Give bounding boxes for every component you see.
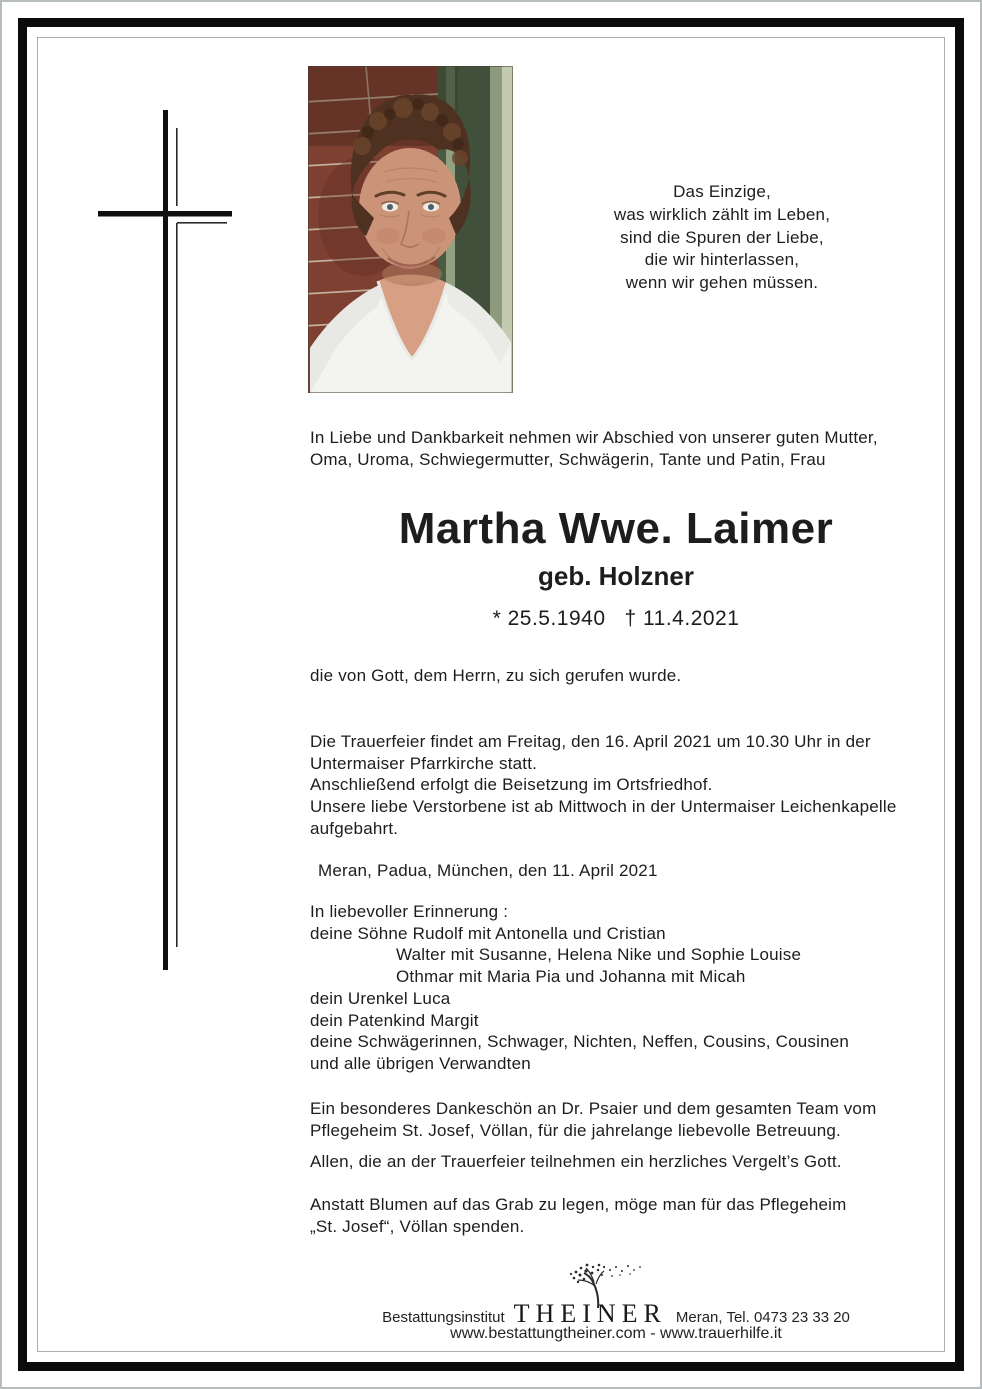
thanks-line: Anstatt Blumen auf das Grab zu legen, möge man für das Pflegeheim: [310, 1195, 847, 1214]
called-text: die von Gott, dem Herrn, zu sich gerufen wurde.: [310, 666, 682, 685]
funeral-line: aufgebahrt.: [310, 818, 399, 838]
funeral-home-contact: Meran, Tel. 0473 23 33 20: [675, 1309, 850, 1326]
cross-icon: [88, 100, 238, 980]
thanks-paragraph-1: [310, 1098, 922, 1141]
dateline: Meran, Padua, München, den 11. April 2021: [318, 861, 658, 880]
funeral-line: Anschließend erfolgt die Beisetzung im Ortsfriedhof.: [310, 775, 713, 795]
poem-line: wenn wir gehen müssen.: [625, 273, 819, 293]
funeral-home-websites: www.bestattungtheiner.com - www.trauerhilfe.it: [450, 1325, 782, 1342]
funeral-line: Untermaiser Pfarrkirche statt.: [310, 753, 538, 773]
life-dates: * 25.5.1940 † 11.4.2021: [492, 607, 740, 630]
intro-line: In Liebe und Dankbarkeit nehmen wir Abschied von unserer guten Mutter,: [310, 428, 878, 447]
remembrance-line: Othmar mit Maria Pia und Johanna mit Micah: [396, 967, 746, 987]
intro-line: Oma, Uroma, Schwiegermutter, Schwägerin, Tante und Patin, Frau: [310, 449, 826, 469]
thanks-line: Ein besonderes Dankeschön an Dr. Psaier und dem gesamten Team vom: [310, 1099, 877, 1118]
remembrance-list: [310, 901, 922, 1075]
funeral-home-label: Bestattungsinstitut: [382, 1309, 505, 1326]
remembrance-line: und alle übrigen Verwandten: [310, 1053, 531, 1073]
funeral-home-name: THEINER: [513, 1299, 667, 1328]
thanks-line: Allen, die an der Trauerfeier teilnehmen ein herzliches Vergelt’s Gott.: [310, 1152, 842, 1171]
deceased-name-block: [310, 505, 922, 553]
funeral-paragraph: [310, 731, 922, 840]
maiden-name: geb. Holzner: [537, 561, 694, 591]
poem-line: sind die Spuren der Liebe,: [620, 227, 824, 247]
poem-line: was wirklich zählt im Leben,: [613, 204, 831, 224]
intro-paragraph: [310, 427, 922, 470]
called-text-block: [310, 665, 922, 687]
life-dates-block: [310, 606, 922, 632]
dateline-block: [310, 860, 930, 882]
remembrance-line: deine Söhne Rudolf mit Antonella und Cristian: [310, 923, 666, 943]
remembrance-title: In liebevoller Erinnerung :: [310, 902, 509, 921]
thanks-line: Pflegeheim St. Josef, Völlan, für die jahrelange liebevolle Betreuung.: [310, 1120, 841, 1140]
remembrance-line: dein Urenkel Luca: [310, 988, 451, 1008]
remembrance-line: dein Patenkind Margit: [310, 1010, 479, 1030]
main-text-column: [310, 0, 922, 1389]
funeral-line: Die Trauerfeier findet am Freitag, den 16. April 2021 um 10.30 Uhr in der: [310, 732, 871, 751]
remembrance-line: Walter mit Susanne, Helena Nike und Sophie Louise: [396, 945, 802, 965]
funeral-line: Unsere liebe Verstorbene ist ab Mittwoch in der Untermaiser Leichenkapelle: [310, 797, 897, 817]
deceased-name: Martha Wwe. Laimer: [398, 504, 834, 553]
thanks-paragraph-3: [310, 1194, 922, 1237]
poem-line: Das Einzige,: [673, 182, 771, 201]
thanks-line: „St. Josef“, Völlan spenden.: [310, 1216, 525, 1236]
maiden-name-block: [310, 561, 922, 591]
poem-line: die wir hinterlassen,: [644, 250, 800, 270]
remembrance-line: deine Schwägerinnen, Schwager, Nichten, Neffen, Cousins, Cousinen: [310, 1032, 850, 1052]
thanks-paragraph-2: [310, 1151, 922, 1173]
